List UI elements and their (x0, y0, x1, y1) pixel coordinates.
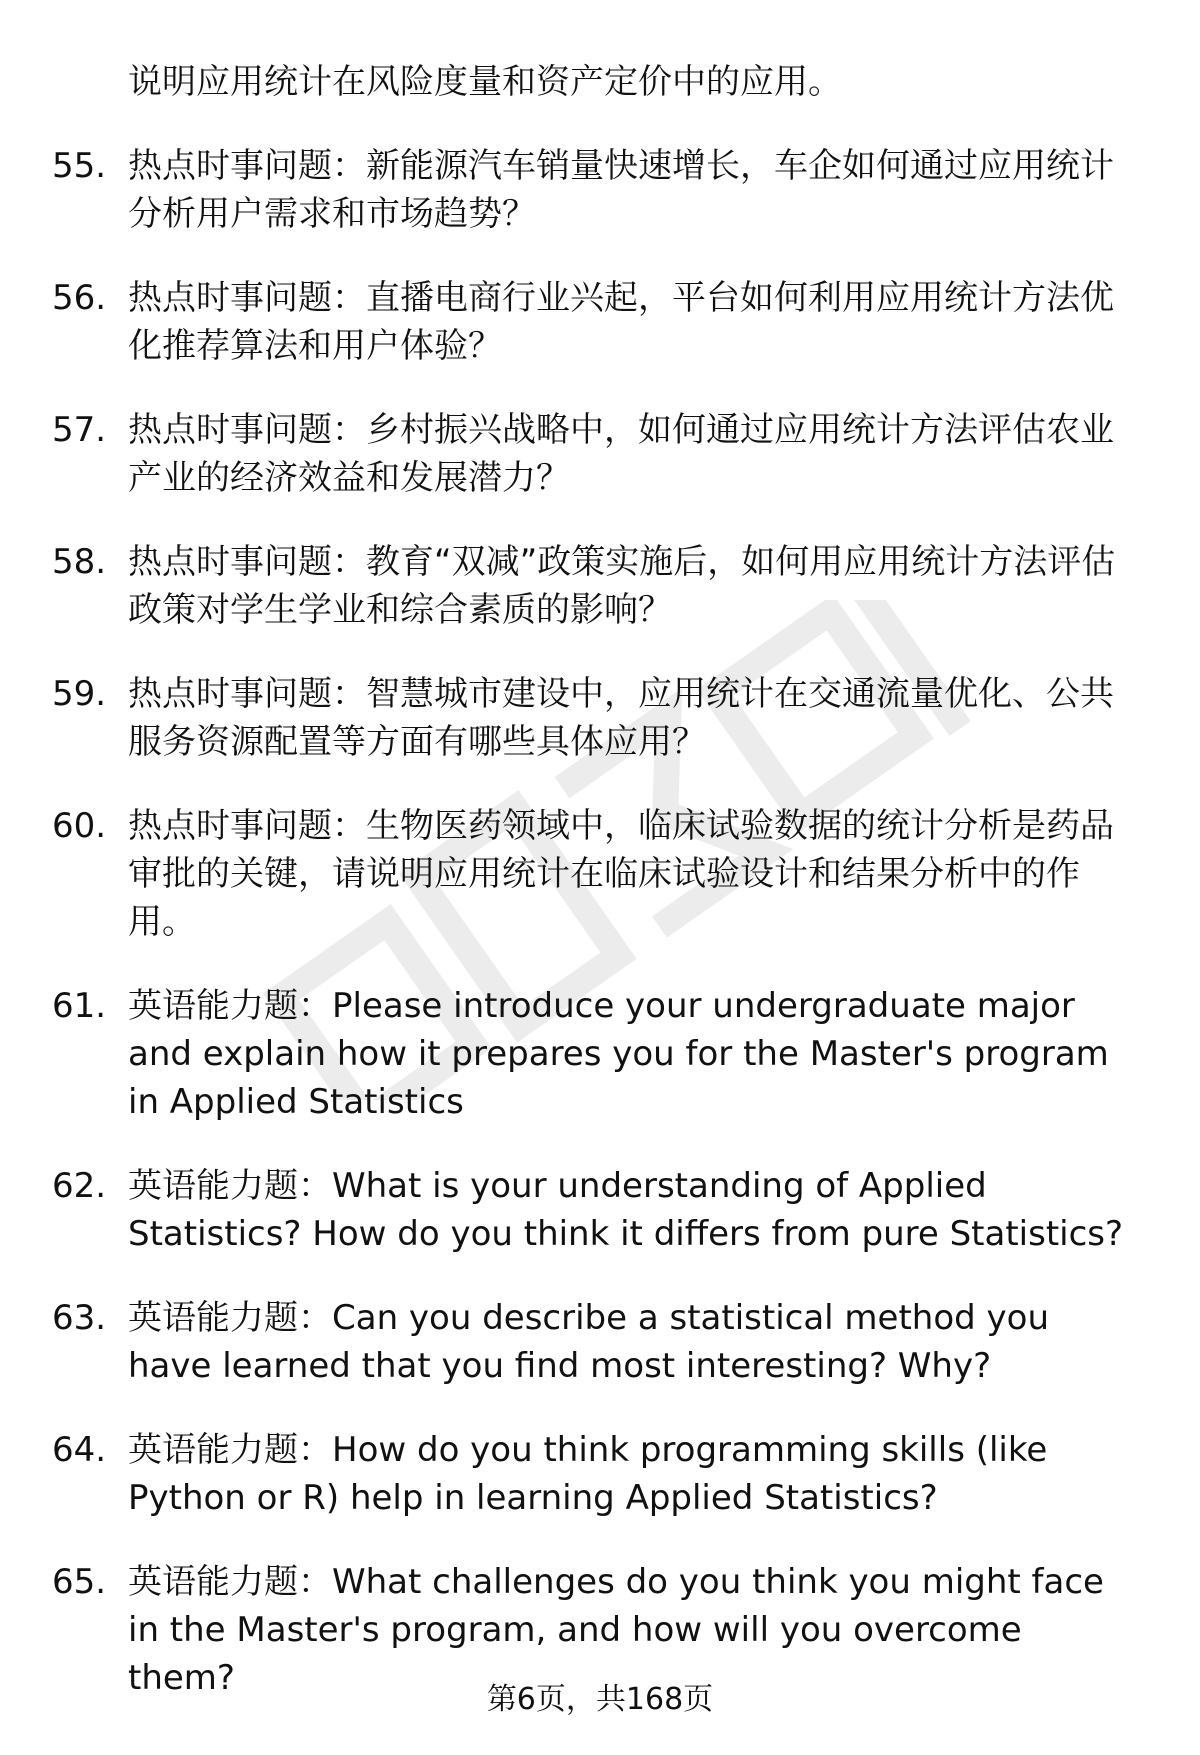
list-item-55 (0, 142, 1200, 238)
list-item-61 (0, 982, 1200, 1126)
item-number: 64. (52, 1430, 107, 1470)
item-number: 56. (52, 278, 107, 318)
item-number: 59. (52, 674, 107, 714)
item-text: 热点时事问题：新能源汽车销量快速增长，车企如何通过应用统计分析用户需求和市场趋势？ (128, 146, 1114, 234)
item-text: 热点时事问题：智慧城市建设中，应用统计在交通流量优化、公共服务资源配置等方面有哪些具体应用？ (128, 674, 1114, 762)
list-item-64 (0, 1426, 1200, 1522)
item-number: 61. (52, 986, 107, 1026)
item-text: 热点时事问题：乡村振兴战略中，如何通过应用统计方法评估农业产业的经济效益和发展潜力？ (128, 410, 1114, 498)
list-item-59 (0, 670, 1200, 766)
question-list (0, 58, 1200, 1702)
item-number: 62. (52, 1166, 107, 1206)
page-footer: 第6页，共168页 (486, 1682, 714, 1717)
item-number: 57. (52, 410, 107, 450)
item-text: 英语能力题：What is your understanding of Applied Statistics? How do you think it differs from pure Statistics? (128, 1166, 1124, 1254)
item-number: 55. (52, 146, 107, 186)
item-number: 60. (52, 806, 107, 846)
item-number: 63. (52, 1298, 107, 1338)
item-text: 热点时事问题：教育“双减”政策实施后，如何用应用统计方法评估政策对学生学业和综合素质的影响？ (128, 542, 1116, 630)
item-text: 英语能力题：Please introduce your undergraduate major and explain how it prepares you for the Master's program in Applied Statistics (128, 986, 1109, 1122)
item-text: 英语能力题：Can you describe a statistical method you have learned that you find most interesting? Why? (128, 1298, 1050, 1386)
continued-text: 说明应用统计在风险度量和资产定价中的应用。 (128, 62, 842, 102)
item-text: 英语能力题：What challenges do you think you might face in the Master's program, and how will you overcome them? (128, 1562, 1104, 1698)
list-item-57 (0, 406, 1200, 502)
item-text: 热点时事问题：直播电商行业兴起，平台如何利用应用统计方法优化推荐算法和用户体验？ (128, 278, 1114, 366)
item-number: 65. (52, 1562, 107, 1602)
list-item-60 (0, 802, 1200, 946)
list-item-56 (0, 274, 1200, 370)
item-text: 英语能力题：How do you think programming skills (like Python or R) help in learning Applied Statistics? (128, 1430, 1048, 1518)
list-item-58 (0, 538, 1200, 634)
item-text: 热点时事问题：生物医药领域中，临床试验数据的统计分析是药品审批的关键，请说明应用统计在临床试验设计和结果分析中的作用。 (128, 806, 1114, 942)
list-item-62 (0, 1162, 1200, 1258)
item-number: 58. (52, 542, 107, 582)
list-item-63 (0, 1294, 1200, 1390)
